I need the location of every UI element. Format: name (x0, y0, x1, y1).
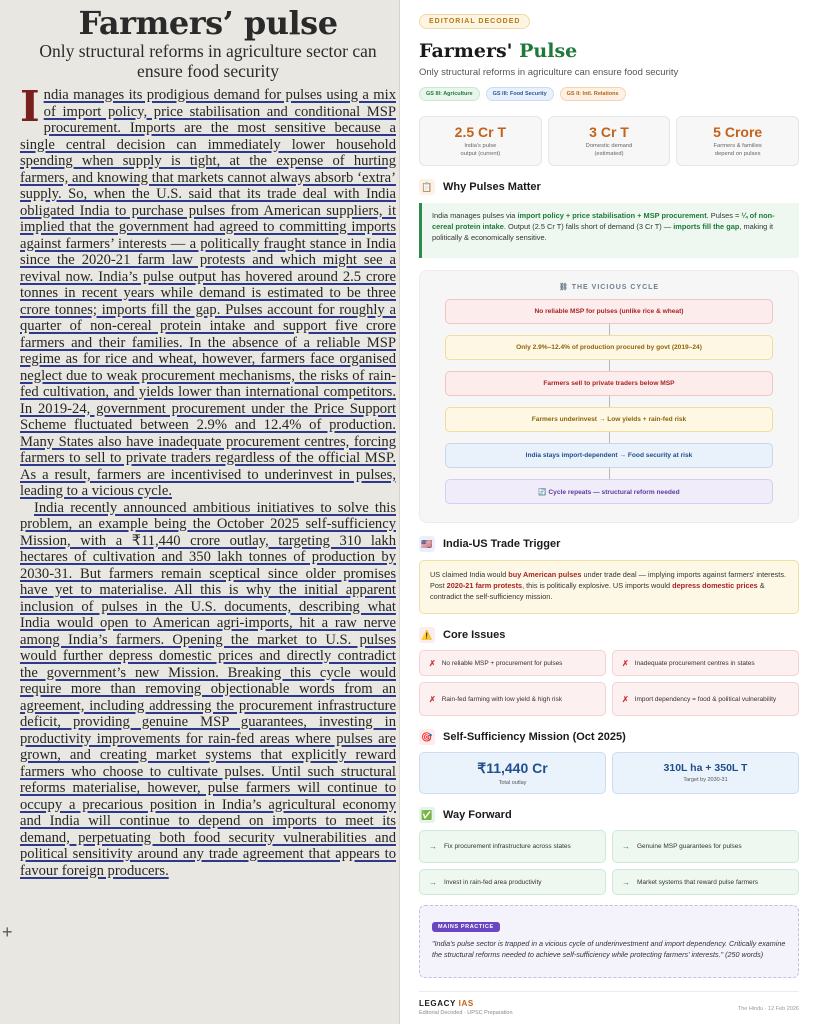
issue-item: ✗ Rain-fed farming with low yield & high risk (419, 682, 606, 716)
mission-outlay-value: ₹11,440 Cr (477, 760, 548, 776)
cycle-steps (445, 299, 773, 504)
arrow-right-icon: → (622, 842, 630, 851)
section-heading: Way Forward (443, 809, 512, 821)
cycle-step: India stays import-dependent → Food security at risk (445, 443, 773, 468)
chip-gs3-food-security: GS III: Food Security (486, 87, 554, 101)
page-subtitle: Only structural reforms in agriculture can ensure food security (419, 67, 679, 78)
down-arrow-icon (445, 468, 773, 479)
way-item: → Market systems that reward pulse farmers (612, 869, 799, 895)
cross-icon: ✗ (622, 694, 629, 704)
stat-label: India's pulse output (current) (460, 143, 501, 157)
clipping-paragraph (20, 82, 396, 500)
brand-logo: LEGACY IAS (419, 999, 474, 1008)
cross-icon: ✗ (429, 658, 436, 668)
clipboard-icon: 📋 (419, 179, 435, 195)
pen-mark-icon: + (2, 922, 13, 942)
stat-card-farmers (676, 116, 799, 166)
us-flag-icon: 🇺🇸 (419, 536, 435, 552)
clipping-paper (20, 6, 396, 879)
issue-item: ✗ Import dependency = food & political vulnerability (612, 682, 799, 716)
mains-practice-box (419, 905, 799, 978)
issue-item: ✗ No reliable MSP + procurement for pulses (419, 650, 606, 676)
clipping-headline: Farmers’ pulse (78, 4, 338, 42)
stat-cards (419, 116, 799, 166)
stat-card-demand (548, 116, 671, 166)
arrow-right-icon: → (429, 877, 437, 887)
section-way-forward (419, 807, 799, 823)
mission-target-card (612, 752, 799, 794)
clipping-paragraph (20, 500, 396, 880)
warning-icon: ⚠️ (419, 627, 435, 643)
chip-gs3-agriculture: GS III: Agriculture (419, 87, 480, 101)
clipping-paragraph-text: ndia manages its prodigious demand for pulses using a mix of import policy, price stabilisation and conditional MSP procurement. Imports are the most sensitive because a single central decision can immediately lower household spending when supply is tight, at the expense of hurting farmers, and knowing that markets cannot always absorb ‘extra’ supply. So, when the U.S. said that its trade deal with India obligated India to purchase pulses from American suppliers, it implied that the government had agreed to committing imports against farmers’ interests — a politically fraught stance in India since the 2020-21 farm law protests and which might see a revival now. India’s pulse output has hovered around 2.5 crore tonnes in recent years while demand is estimated to be three crore tonnes; imports fill the gap. Pulses account for roughly a quarter of non-cereal protein intake and support five crore farmers and their families. In the absence of a reliable MSP regime as for rice and wheat, however, farmers face organised neglect due to weak procurement mechanisms, the risks of rain-fed cultivation, and yields lower than international competitors. In 2019-24, government procurement under the Price Support Scheme fluctuated between 2.9% and 12.4% of production. Many States also have inadequate procurement centres, forcing farmers to sell to private traders regardless of the official MSP. As a result, farmers are incentivised to underinvest in pulses, leading to a vicious cycle. (20, 87, 396, 499)
arrow-right-icon: → (622, 877, 630, 887)
mission-outlay-label: Total outlay (498, 780, 527, 786)
chip-gs2-intl-relations: GS II: Intl. Relations (560, 87, 626, 101)
mission-outlay-card (419, 752, 606, 794)
section-heading: Core Issues (443, 629, 506, 641)
source-credit: The Hindu · 12 Feb 2026 (737, 1006, 799, 1012)
clipping-body (20, 82, 396, 879)
clipping-subhead: Only structural reforms in agriculture sector can ensure food security (39, 41, 377, 81)
mains-question: "India's pulse sector is trapped in a vicious cycle of underinvestment and import dependency. Critically examine the structural reforms needed to achieve self-sufficiency while protecting farmers' interests." (250 words) (432, 939, 786, 959)
stat-value: 5 Crore (713, 124, 763, 140)
mission-cards (419, 752, 799, 794)
page-title (419, 40, 799, 62)
cycle-heading: ⛓ THE VICIOUS CYCLE (558, 284, 660, 291)
vicious-cycle-box (419, 270, 799, 523)
mission-target-label: Target by 2030-31 (683, 777, 728, 783)
section-heading: Self-Sufficiency Mission (Oct 2025) (443, 731, 626, 743)
section-issues (419, 627, 799, 643)
cycle-step: Only 2.9%–12.4% of production procured by govt (2019–24) (445, 335, 773, 360)
drop-cap: I (20, 82, 40, 131)
why-note: India manages pulses via import policy + price stabilisation + MSP procurement. Pulses = ¼ of non-cereal protein intake. Output (2.5 Cr T) falls short of demand (3 Cr T) — imports fill the gap, making it politically & economically sensitive. (419, 203, 799, 258)
clipping-paragraph-text: India recently announced ambitious initiatives to solve this problem, an example being the October 2025 self-sufficiency Mission, with a ₹11,440 crore outlay, targeting 310 lakh hectares of cultivation and 350 lakh tonnes of production by 2030-31. But farmers remain sceptical since older promises have yet to materialise. All this is why the initial apparent inclusion of pulses in the U.S. documents, describing what India would open to American agri-imports, hit a raw nerve among India’s farmers. Opening the market to U.S. pulses would further depress domestic prices and directly contradict the government’s new Mission. Breaking this cycle would require more than removing objectionable words from an agreement, including addressing the procurement infrastructure deficit, providing genuine MSP guarantees, investing in productivity improvements for rain-fed areas where pulses are grown, and creating market systems that explicitly reward farmers who choose to cultivate pulses. Until such structural reforms materialise, however, pulse farmers will continue to occupy a precarious position in India’s agricultural economy and India will continue to depend on imports to meet its demand, perpetuating both food security vulnerabilities and political sensitivity around any trade agreement that appears to favour foreign producers. (20, 499, 396, 879)
arrow-right-icon: → (429, 842, 437, 851)
down-arrow-icon (445, 360, 773, 371)
stat-card-output (419, 116, 542, 166)
issues-grid (419, 650, 799, 716)
cycle-step: No reliable MSP for pulses (unlike rice & wheat) (445, 299, 773, 324)
way-forward-grid (419, 830, 799, 895)
brand-subtitle: Editorial Decoded · UPSC Preparation (419, 1010, 513, 1016)
stat-label: Domestic demand (estimated) (585, 143, 633, 157)
stat-label: Farmers & families depend on pulses (713, 143, 762, 157)
editorial-tag: EDITORIAL DECODED (419, 14, 530, 29)
title-accent: Pulse (519, 40, 578, 62)
mains-badge: MAINS PRACTICE (432, 922, 500, 932)
title-main: Farmers' (419, 40, 513, 62)
down-arrow-icon (445, 432, 773, 443)
section-why (419, 179, 799, 195)
target-icon: 🎯 (419, 729, 435, 745)
section-mission (419, 729, 799, 745)
down-arrow-icon (445, 324, 773, 335)
cycle-step: 🔄 Cycle repeats — structural reform needed (445, 479, 773, 504)
editorial-panel (400, 0, 819, 1024)
gs-chips (419, 87, 799, 101)
issue-item: ✗ Inadequate procurement centres in states (612, 650, 799, 676)
mission-target-value: 310L ha + 350L T (663, 762, 748, 774)
way-item: → Genuine MSP guarantees for pulses (612, 830, 799, 863)
newspaper-clipping (0, 0, 400, 1024)
footer (419, 991, 799, 1024)
cycle-step: Farmers underinvest → Low yields + rain-fed risk (445, 407, 773, 432)
cycle-step: Farmers sell to private traders below MSP (445, 371, 773, 396)
section-trade (419, 536, 799, 552)
check-icon: ✅ (419, 807, 435, 823)
cross-icon: ✗ (429, 694, 436, 704)
down-arrow-icon (445, 396, 773, 407)
section-heading: Why Pulses Matter (443, 181, 541, 193)
section-heading: India-US Trade Trigger (443, 538, 561, 550)
trade-note: US claimed India would buy American pulses under trade deal — implying imports against farmers' interests. Post 2020-21 farm protests, this is politically explosive. US imports would depress domestic prices & contradict the self-sufficiency mission. (419, 560, 799, 614)
way-item: → Invest in rain-fed area productivity (419, 869, 606, 895)
cross-icon: ✗ (622, 658, 629, 668)
stat-value: 3 Cr T (589, 124, 629, 140)
stat-value: 2.5 Cr T (454, 124, 507, 140)
way-item: → Fix procurement infrastructure across states (419, 830, 606, 863)
